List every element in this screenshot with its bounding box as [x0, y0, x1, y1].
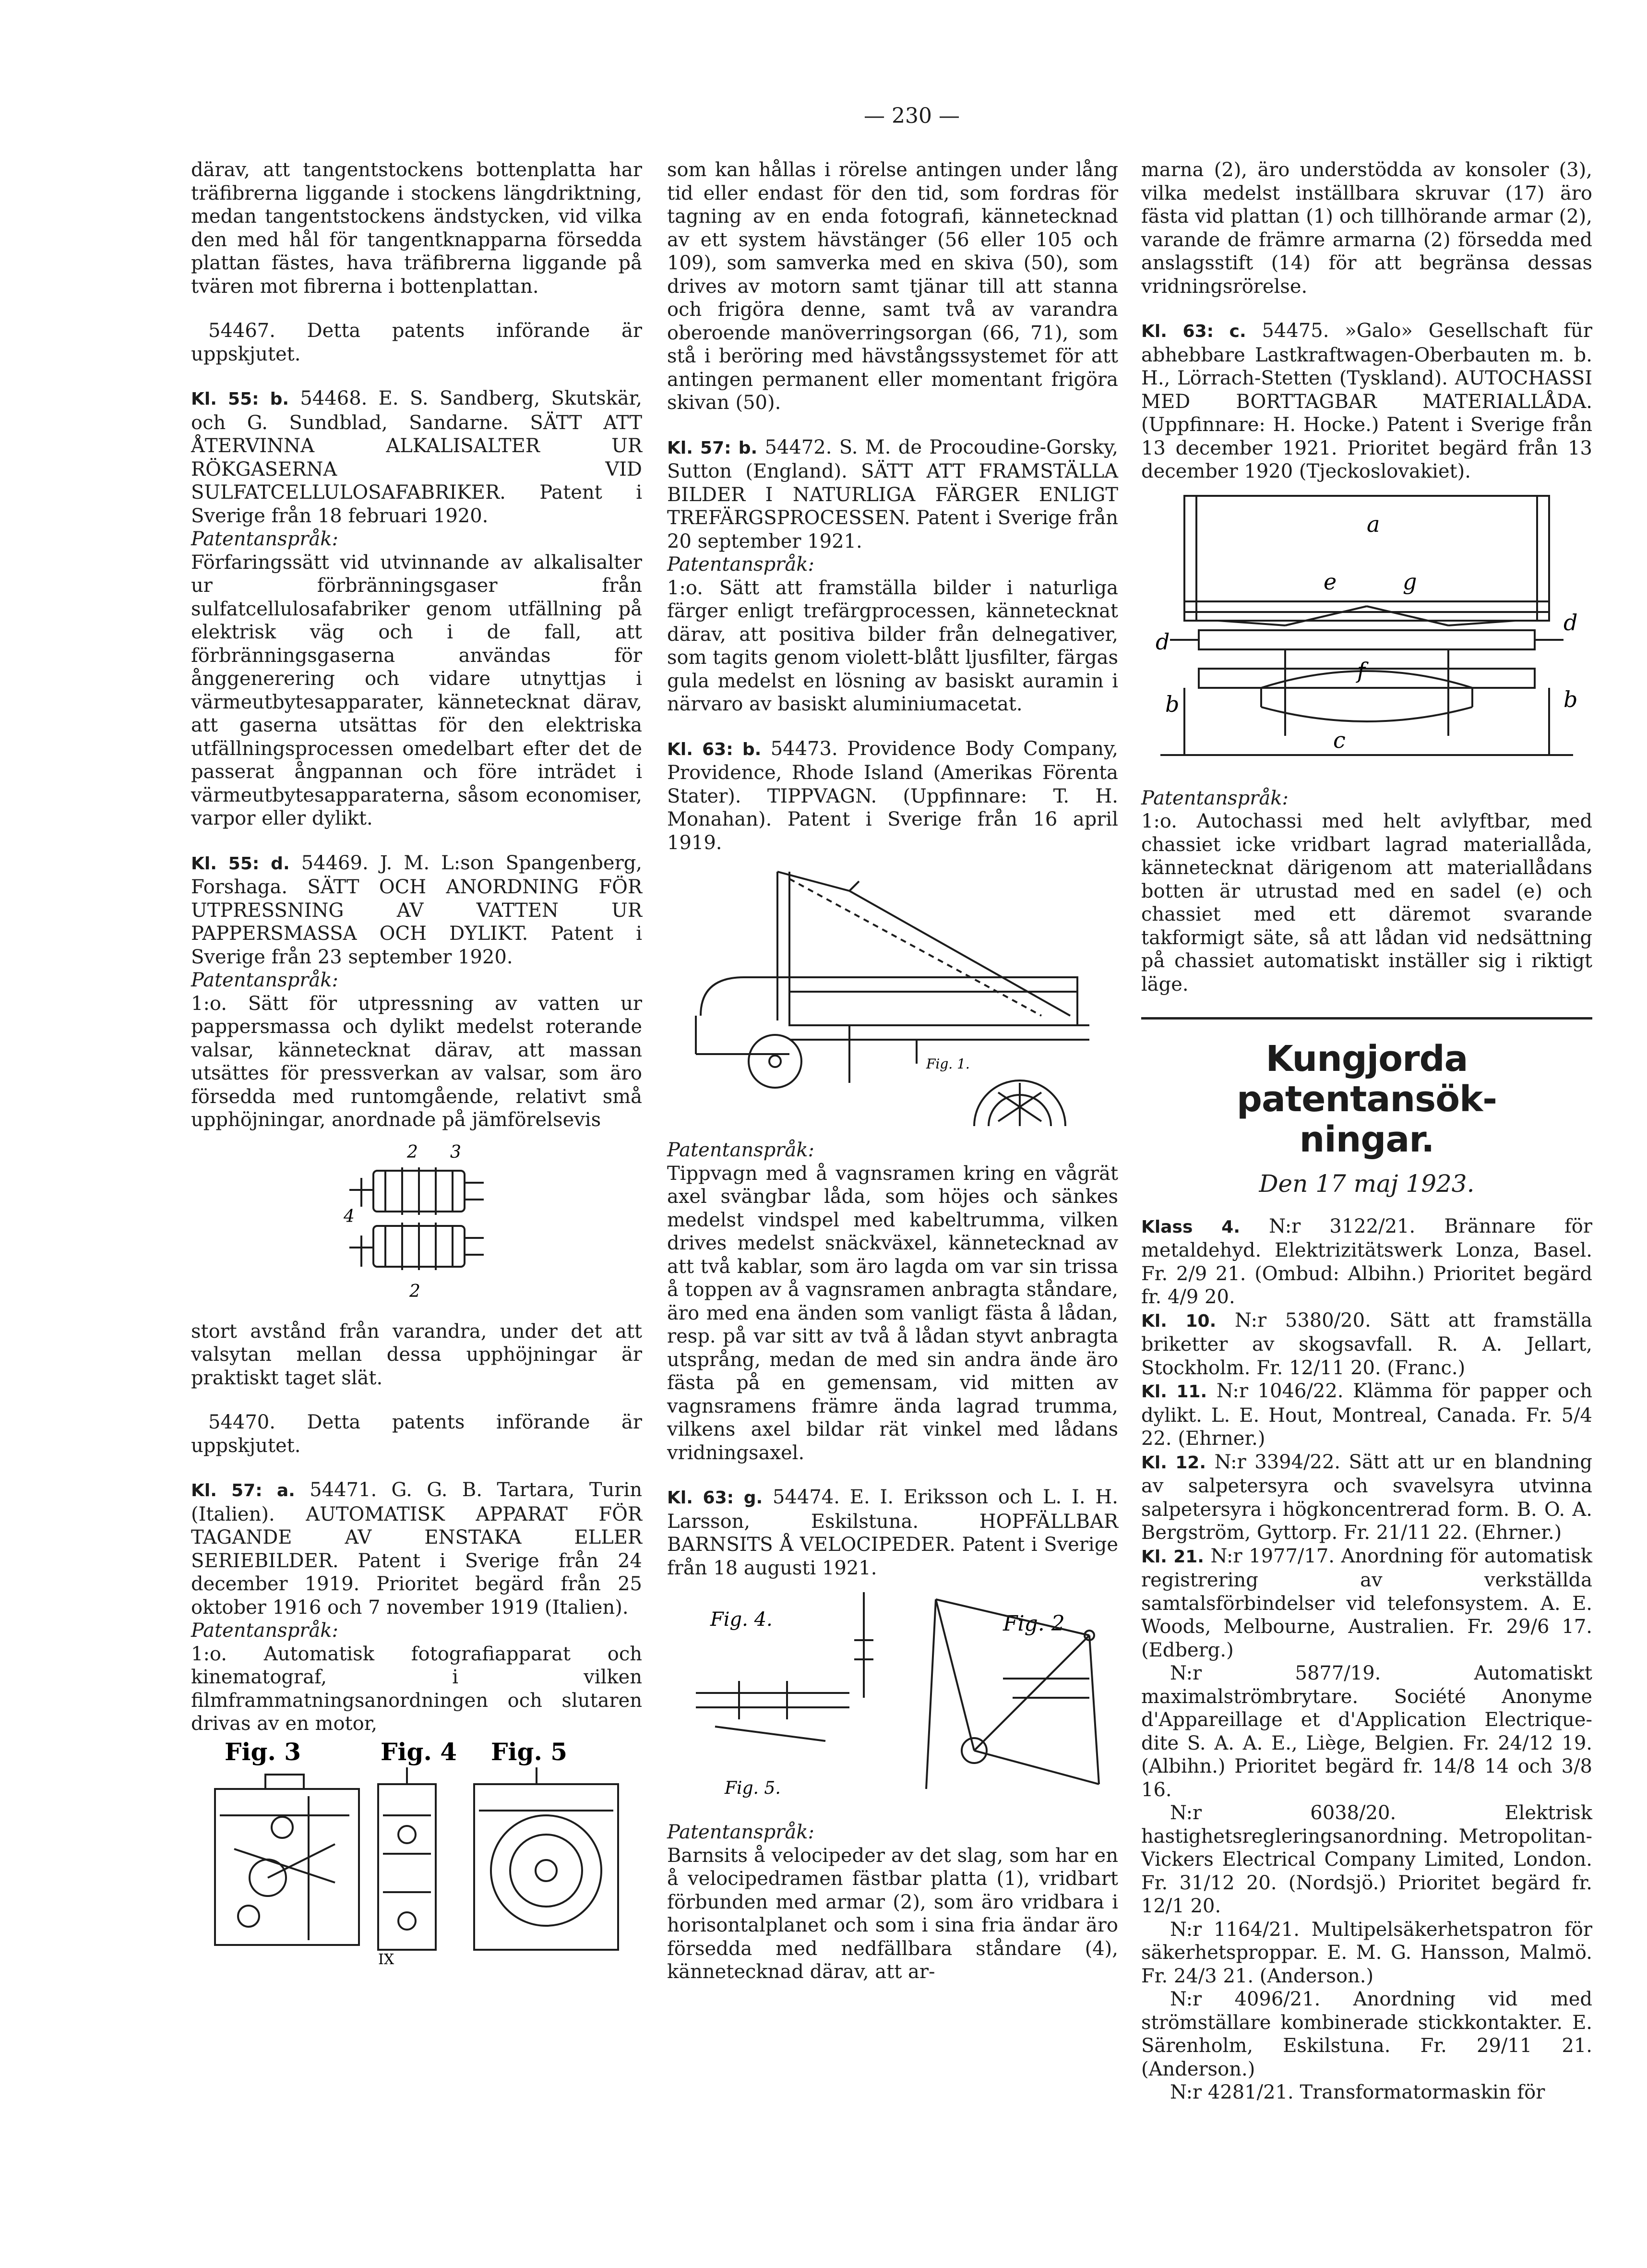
patent-text: 54474. E. I. Eriksson och L. I. H. Larsson, Eskilstuna. HOPFÄLLBAR BARNSITS Å VELOCIPEDER. Patent i Sverige från 18 augusti 1921.: [667, 1486, 1119, 1579]
figure-label: a: [1367, 511, 1380, 537]
application-entry: [1141, 1451, 1592, 1545]
class-label: Kl. 21.: [1141, 1547, 1204, 1567]
figure-label: f: [1357, 657, 1366, 684]
paragraph: som kan hållas i rörelse antingen under lång tid eller endast för den tid, som fordras för tagning av en enda fotografi, kännetecknad av ett system hävstänger (56 eller 105 och 109), som samverka med en skiva (50), som drives av motorn samt tjänar till att stanna och frigöra denne, samt två av varandra oberoende manöverringsorgan (66, 71), som stå i beröring med hävstångssystemet för att antingen permanent eller momentant frigöra skivan (50).: [667, 159, 1118, 414]
class-label: Kl. 10.: [1141, 1311, 1217, 1331]
paragraph: marna (2), äro understödda av konsoler (3), vilka medelst inställbara skruvar (17) äro fästa vid plattan (1) och tillhörande armar (2), varande de främre armarna (2) försedda med anslagsstift (14) för att begränsa dessas vridningsrörelse.: [1141, 159, 1592, 298]
patent-claim-54474: [667, 1821, 1118, 1984]
application-entry: [1141, 1545, 1592, 1662]
application-text: N:r 3122/21. Brännare för metaldehyd. Elektrizitätswerk Lonza, Basel. Fr. 2/9 21. (Ombud: Albihn.) Prioritet begärd fr. 4/9 20.: [1141, 1215, 1592, 1308]
figure-label: Fig. 4.: [710, 1608, 773, 1631]
patent-text: 54471. G. G. B. Tartara, Turin (Italien). AUTOMATISK APPARAT FÖR TAGANDE AV ENSTAKA ELLER SERIEBILDER. Patent i Sverige från 24 december 1919. Prioritet begärd från 25 oktober 1916 och 7 november 1919 (Italien).: [191, 1479, 642, 1619]
claim-heading: Patentanspråk:: [191, 969, 338, 991]
figure-label: IX: [378, 1951, 394, 1968]
class-label: Kl. 63: g.: [667, 1488, 763, 1508]
section-date: Den 17 maj 1923.: [1259, 1170, 1475, 1198]
class-label: Kl. 57: a.: [191, 1481, 295, 1500]
figure-label: Fig. 2: [1003, 1611, 1065, 1636]
claim-text: 1:o. Autochassi med helt avlyftbar, med chassiet icke vridbart lagrad materiallåda, kännetecknat därigenom att materiallådans botten är utrustad med en sadel (e) och chassiet med ett däremot svarande takformigt säte, så att lådan vid nedsättning på chassiet automatiskt inställer sig i riktigt läge.: [1141, 810, 1592, 996]
column-3: [1141, 158, 1592, 2104]
patent-text: 54468. E. S. Sandberg, Skutskär, och G. Sundblad, Sandarne. SÄTT ATT ÅTERVINNA ALKALISALTER UR RÖKGASERNA VID SULFATCELLULOSAFABRIKER. Patent i Sverige från 18 februari 1920.: [191, 387, 643, 527]
class-label: Kl. 57: b.: [667, 438, 758, 458]
application-text: N:r 3394/22. Sätt att ur en blandning av salpetersyra och svavelsyra utvinna salpetersyra i högkoncentrerad form. B. O. A. Bergström, Gyttorp. Fr. 21/11 22. (Ehrner.): [1141, 1451, 1593, 1544]
figure-label: 4: [344, 1206, 355, 1226]
claim-heading: Patentanspråk:: [667, 1139, 814, 1161]
application-entry: N:r 1164/21. Multipelsäkerhetspatron för säkerhetsproppar. E. M. G. Hansson, Malmö. Fr. 24/3 21. (Anderson.): [1141, 1918, 1592, 1987]
figure-label: 3: [450, 1142, 461, 1162]
claim-heading: Patentanspråk:: [667, 1821, 814, 1843]
claim-continuation: stort avstånd från varandra, under det att valsytan mellan dessa upphöjningar är praktiskt taget slät.: [191, 1320, 642, 1389]
class-label: Klass 4.: [1141, 1217, 1241, 1237]
figure-label: 2: [407, 1142, 418, 1162]
application-text: N:r 1046/22. Klämma för papper och dylikt. L. E. Hout, Montreal, Canada. Fr. 5/4 22. (Ehrner.): [1141, 1380, 1593, 1450]
figure-label: Fig. 5.: [725, 1778, 781, 1798]
section-title-line: Kungjorda patentansök-: [1237, 1038, 1497, 1120]
application-entry: [1141, 1380, 1592, 1451]
patent-text: 54475. »Galo» Gesellschaft für abhebbare Lastkraftwagen-Oberbauten m. b. H., Lörrach-Stetten (Tyskland). AUTOCHASSI MED BORTTAGBAR MATERIALLÅDA. (Uppfinnare: H. Hocke.) Patent i Sverige från 13 december 1921. Prioritet begärd från 13 december 1920 (Tjeckoslovakiet).: [1141, 320, 1592, 482]
paragraph: därav, att tangentstockens bottenplatta har träfibrerna liggande i stockens längdriktning, medan tangentstockens ändstycken, vid vilka den med hål för tangentknapparna försedda plattan fästes, hava träfibrerna liggande på tvären mot fibrerna i bottenplattan.: [191, 159, 642, 298]
patent-text: 54469. J. M. L:son Spangenberg, Forshaga. SÄTT OCH ANORDNING FÖR UTPRESSNING AV VATTEN UR PAPPERSMASSA OCH DYLIKT. Patent i Sverige från 23 september 1920.: [191, 852, 643, 968]
figure-title: Fig. 4: [381, 1738, 457, 1766]
claim-text: Barnsits å velocipeder av det slag, som har en å velocipedramen fästbar platta (1), vridbart förbunden med armar (2), som äro vridbara i horisontalplanet och som i sina fria ändar äro försedda med nedfällbara ståndare (4), kännetecknad därav, att ar-: [667, 1844, 1118, 1983]
patent-entry-54475: [1141, 319, 1592, 483]
patent-entry-54472: [667, 436, 1118, 716]
claim-heading: Patentanspråk:: [1141, 787, 1289, 809]
application-entry: [1141, 1215, 1592, 1309]
application-text: N:r 1977/17. Anordning för automatisk registrering av verkställda samtalsförbindelser vid telefonsystem. A. E. Woods, Melbourne, Australien. Fr. 29/6 17. (Edberg.): [1141, 1545, 1593, 1661]
application-entry: N:r 4281/21. Transformatormaskin för: [1170, 2081, 1545, 2103]
patent-claim-54475: [1141, 787, 1592, 996]
claim-text: 1:o. Sätt för utpressning av vatten ur pappersmassa och dylikt medelst roterande valsar, kännetecknat därav, att massan utsättes för pressverkan av valsar, som äro försedda med runtomgående, relativt små upphöjningar, anordnade på jämförelsevis: [191, 992, 642, 1131]
figure-label: b: [1165, 691, 1180, 717]
application-text: N:r 5380/20. Sätt att framställa briketter av skogsavfall. R. A. Jellart, Stockholm. Fr. 12/11 20. (Franc.): [1141, 1309, 1593, 1379]
patent-note-54467: 54467. Detta patents införande är uppskjutet.: [191, 320, 642, 365]
application-entry: N:r 5877/19. Automatiskt maximalströmbrytare. Société Anonyme d'Appareillage et d'Application Electrique-dite S. A. A. E., Liège, Belgien. Fr. 24/12 19. (Albihn.) Prioritet begärd fr. 14/8 14 och 3/8 16.: [1141, 1662, 1592, 1801]
patent-note-54470: 54470. Detta patents införande är uppskjutet.: [191, 1411, 642, 1457]
patent-entry-54468: [191, 387, 642, 830]
figure-label: g: [1403, 568, 1417, 595]
application-entry: [1141, 1309, 1592, 1380]
column-2: [667, 158, 1118, 2005]
figure-label: d: [1156, 628, 1170, 655]
claim-text: 1:o. Sätt att framställa bilder i naturliga färger enligt trefärgprocessen, kännetecknat därav, att positiva bilder från delnegativer, som tagits genom violett-blått ljusfilter, färgas gula medelst en lösning av basiskt auramin i närvaro av basiskt aluminiumacetat.: [667, 576, 1118, 715]
figure-label: b: [1563, 686, 1578, 712]
class-label: Kl. 11.: [1141, 1382, 1207, 1402]
patent-claim-54473: [667, 1139, 1118, 1464]
patent-text: 54472. S. M. de Procoudine-Gorsky, Sutton (England). SÄTT ATT FRAMSTÄLLA BILDER I NATURLIGA FÄRGER ENLIGT TREFÄRGSPROCESSEN. Patent i Sverige från 20 september 1921.: [667, 436, 1118, 552]
class-label: Kl. 12.: [1141, 1452, 1206, 1473]
figure-label: Fig. 1.: [926, 1056, 970, 1072]
claim-heading: Patentanspråk:: [191, 528, 338, 550]
class-label: Kl. 55: b.: [191, 389, 289, 409]
figure-camera-mechanism: [191, 1739, 642, 1969]
figure-label: e: [1324, 568, 1337, 595]
claim-heading: Patentanspråk:: [667, 553, 814, 576]
column-1: [191, 158, 642, 1981]
patent-entry-54473: [667, 737, 1118, 855]
figure-title: Fig. 5: [491, 1738, 568, 1766]
application-entry: N:r 4096/21. Anordning vid med strömställare kombinerade stickkontakter. E. Särenholm, Eskilstuna. Fr. 29/11 21. (Anderson.): [1141, 1988, 1592, 2080]
figure-chassis: [1141, 486, 1592, 774]
figure-press-rolls: [191, 1135, 642, 1308]
patent-entry-54474: [667, 1486, 1118, 1580]
claim-text: Tippvagn med å vagnsramen kring en vågrät axel svängbar låda, som höjes och sänkes medelst vindspel med kabeltrumma, vilken drives medelst snäckväxel, kännetecknad av att två kablar, som äro lagda om var sin trissa å toppen av å vagnsramen anbragta ståndare, äro med ena änden som vanligt fästa å lådan, resp. på var sitt av två å lådan styvt anbragta utsprång, medan de med sin andra ände äro fästa på en gemensam, vid mitten av vagnsramens främre ända lagrad trumma, vilkens axel bildar rät vinkel med lådans vridningsaxel.: [667, 1162, 1118, 1464]
class-label: Kl. 55: d.: [191, 853, 290, 874]
figure-title: Fig. 3: [225, 1738, 301, 1766]
section-title: [1141, 1039, 1592, 1160]
patent-entry-54469: [191, 852, 642, 1132]
application-entry: N:r 6038/20. Elektrisk hastighetsregleringsanordning. Metropolitan-Vickers Electrical Company Limited, London. Fr. 31/12 20. (Nordsjö.) Prioritet begärd fr. 12/1 20.: [1141, 1802, 1592, 1917]
claim-text: Förfaringssätt vid utvinnande av alkalisalter ur förbränningsgaser från sulfatcellulosafabriker genom utfällning på elektrisk väg och i de fall, att förbränningsgaserna användas för ånggenerering och vidare utnyttjas i värmeutbytesapparater, kännetecknat därav, att gaserna utsättas för den elektriska utfällningsprocessen omedelbart efter det de passerat ångpannan och före inträdet i värmeutbytesapparaterna, såsom economiser, varpor eller dylikt.: [191, 551, 642, 829]
page-number: — 230 —: [864, 104, 960, 128]
class-label: Kl. 63: c.: [1141, 322, 1246, 341]
section-divider: [1141, 1017, 1592, 1020]
claim-heading: Patentanspråk:: [191, 1620, 338, 1642]
figure-label: 2: [409, 1281, 420, 1301]
figure-tipping-truck: [667, 857, 1118, 1126]
figure-label: c: [1333, 727, 1346, 753]
figure-bicycle-seat: [667, 1583, 1118, 1808]
figure-label: d: [1563, 609, 1578, 636]
section-title-line: ningar.: [1299, 1119, 1434, 1160]
class-label: Kl. 63: b.: [667, 739, 762, 759]
patent-text: 54473. Providence Body Company, Providence, Rhode Island (Amerikas Förenta Stater). TIPPVAGN. (Uppfinnare: T. H. Monahan). Patent i Sverige från 16 april 1919.: [667, 737, 1118, 854]
patent-entry-54471: [191, 1478, 642, 1736]
claim-text: 1:o. Automatisk fotografiapparat och kinematograf, i vilken filmframmatningsanordningen och slutaren drivas av en motor,: [191, 1643, 642, 1735]
